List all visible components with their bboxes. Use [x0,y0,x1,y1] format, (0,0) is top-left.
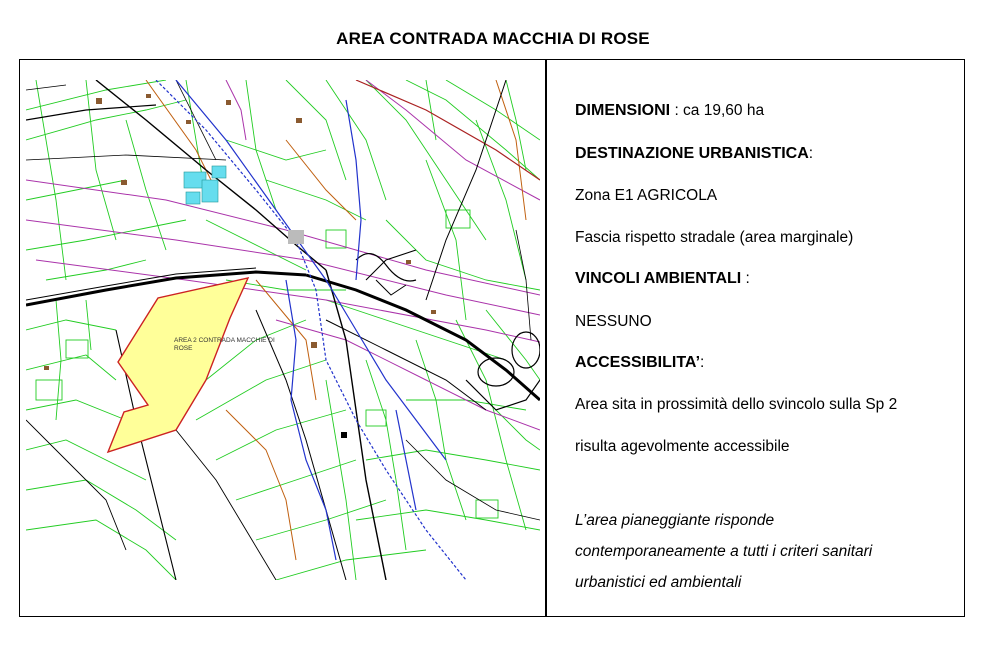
destinazione-label: DESTINAZIONE URBANISTICA [575,145,809,162]
dimensioni-row [575,102,764,120]
road-lines [26,80,540,580]
note-line1: L’area pianeggiante risponde [575,512,775,529]
cyan-buildings [184,166,226,204]
zona-text: Zona E1 AGRICOLA [575,187,718,204]
dimensioni-value: : ca 19,60 ha [674,102,765,119]
destinazione-suffix: : [808,145,814,162]
note-line3: urbanistici ed ambientali [575,574,742,591]
fascia-text: Fascia rispetto stradale (area marginale) [575,229,854,246]
accessibilita-line1: Area sita in prossimità dello svincolo sulla Sp 2 [575,396,898,413]
boundary-lines [26,80,540,430]
vincoli-label: VINCOLI AMBIENTALI [575,270,742,287]
accessibilita-suffix: : [700,354,705,371]
destinazione-row [575,145,813,163]
accessibilita-line2: risulta agevolmente accessibile [575,438,790,455]
page-title: AREA CONTRADA MACCHIA DI ROSE [336,29,650,48]
frame-divider [545,59,547,617]
area-label-line1: AREA 2 CONTRADA MACCHIE DI [174,337,275,344]
note-line2: contemporaneamente a tutti i criteri sanitari [575,543,873,560]
accessibilita-label: ACCESSIBILITA’ [575,354,701,371]
vincoli-suffix: : [741,270,750,287]
vincoli-row [575,270,750,288]
parcel-lines [26,80,540,580]
vincoli-value: NESSUNO [575,313,652,330]
dimensioni-label: DIMENSIONI [575,102,671,119]
site-map [26,80,540,580]
black-marker [341,432,347,438]
accessibilita-row [575,354,704,372]
area-label-line2: ROSE [174,345,193,352]
small-buildings [44,94,436,370]
grey-building [288,230,304,244]
map-drawing [26,80,540,580]
area-polygon [108,278,248,452]
